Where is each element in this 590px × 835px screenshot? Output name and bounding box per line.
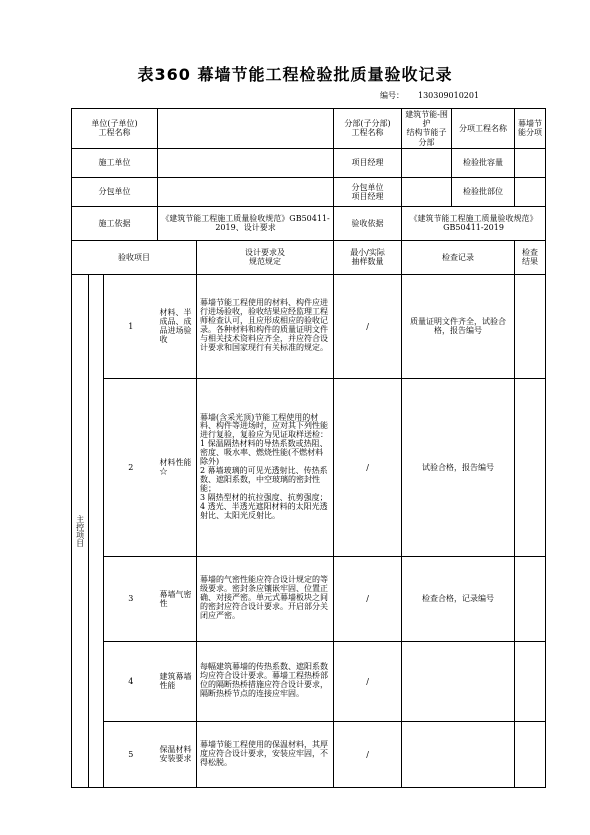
- row-result[interactable]: [515, 556, 546, 641]
- construction-basis-label: 施工依据: [72, 206, 158, 240]
- row-record: [402, 721, 515, 787]
- spacer-cell: [89, 274, 104, 787]
- unit-label: 单位(子单位) 工程名称: [72, 109, 158, 149]
- batch-location-value[interactable]: [515, 177, 546, 206]
- batch-capacity-value[interactable]: [515, 148, 546, 177]
- subcontractor-label: 分包单位: [72, 177, 158, 206]
- row-result[interactable]: [515, 274, 546, 378]
- row-record: 质量证明文件齐全，试验合格，报告编号: [402, 274, 515, 378]
- row-requirement: 每幅建筑幕墙的传热系数、遮阳系数均应符合设计要求。幕墙工程热桥部位的隔断热桥措施应符合设计要求，隔断热桥节点的连接应牢固。: [197, 641, 334, 721]
- col-header-design: 设计要求及 规范规定: [197, 240, 334, 274]
- division-label: 分部(子分部) 工程名称: [334, 109, 402, 149]
- main-control-label: 主控项目: [72, 274, 89, 787]
- table-row: [72, 378, 546, 556]
- row-requirement: 幕墙节能工程使用的保温材料，其厚度应符合设计要求，安装应牢固，不得松脱。: [197, 721, 334, 787]
- row-result[interactable]: [515, 641, 546, 721]
- row-record: 检查合格，记录编号: [402, 556, 515, 641]
- row-item-name: 保温材料安装要求: [158, 721, 197, 787]
- form-number-label: 编号：: [380, 91, 404, 100]
- row-number: 1: [104, 274, 158, 378]
- row-item-name: 建筑幕墙性能: [158, 641, 197, 721]
- batch-capacity-label: 检验批容量: [452, 148, 515, 177]
- construction-basis-value: 《建筑节能工程施工质量验收规范》GB50411-2019、设计要求: [158, 206, 334, 240]
- table-row: [72, 556, 546, 641]
- sub-project-manager-value[interactable]: [402, 177, 452, 206]
- inspection-table: [71, 108, 546, 788]
- row-sample: /: [334, 556, 402, 641]
- row-result[interactable]: [515, 378, 546, 556]
- acceptance-basis-value: 《建筑节能工程施工质量验收规范》GB50411-2019: [402, 206, 546, 240]
- row-requirement: 幕墙的气密性能应符合设计规定的等级要求。密封条应镶嵌牢固、位置正确、对接严密。单元式幕墙板块之间的密封应符合设计要求。开启部分关闭应严密。: [197, 556, 334, 641]
- contractor-label: 施工单位: [72, 148, 158, 177]
- row-requirement: 幕墙(含采光顶)节能工程使用的材料、构件等进场时，应对其下列性能进行复验，复验应为见证取样送检：1 保温隔热材料的导热系数或热阻、密度、吸水率、燃烧性能(不燃材料除外) 2 幕墙玻璃的可见光透射比、传热系数、遮阳系数，中空玻璃的密封性能； 3 隔热型材的抗拉强度、抗剪强度； 4 透光、半透光遮阳材料的太阳光透射比、太阳光反射比。: [197, 378, 334, 556]
- row-item-name: 材料性能☆: [158, 378, 197, 556]
- subcontractor-value[interactable]: [158, 177, 334, 206]
- row-record: [402, 641, 515, 721]
- row-item-name: 幕墙气密性: [158, 556, 197, 641]
- table-row: [72, 274, 546, 378]
- project-manager-label: 项目经理: [334, 148, 402, 177]
- contractor-value[interactable]: [158, 148, 334, 177]
- subitem-value: 幕墙节能分项: [515, 109, 546, 149]
- table-row: [72, 721, 546, 787]
- col-header-items: 验收项目: [72, 240, 197, 274]
- row-number: 4: [104, 641, 158, 721]
- batch-location-label: 检验批部位: [452, 177, 515, 206]
- table-row: [72, 641, 546, 721]
- row-result[interactable]: [515, 721, 546, 787]
- row-requirement: 幕墙节能工程使用的材料、构件应进行进场验收，验收结果应经监理工程师检查认可，且应形成相应的验收记录。各种材料和构件的质量证明文件与相关技术资料应齐全，并应符合设计要求和国家现行有关标准的规定。: [197, 274, 334, 378]
- form-number: [380, 90, 479, 101]
- row-number: 5: [104, 721, 158, 787]
- acceptance-basis-label: 验收依据: [334, 206, 402, 240]
- row-record: 试验合格，报告编号: [402, 378, 515, 556]
- col-header-sample: 最小/实际 抽样数量: [334, 240, 402, 274]
- subitem-label: 分项工程名称: [452, 109, 515, 149]
- row-sample: /: [334, 378, 402, 556]
- division-value: 建筑节能-围护 结构节能子分部: [402, 109, 452, 149]
- col-header-record: 检查记录: [402, 240, 515, 274]
- form-number-value: 130309010201: [418, 91, 480, 100]
- row-item-name: 材料、半成品、成品进场验收: [158, 274, 197, 378]
- row-sample: /: [334, 274, 402, 378]
- row-sample: /: [334, 721, 402, 787]
- col-header-result: 检查 结果: [515, 240, 546, 274]
- unit-value[interactable]: [158, 109, 334, 149]
- row-number: 2: [104, 378, 158, 556]
- page-title: 表360 幕墙节能工程检验批质量验收记录: [137, 65, 453, 84]
- project-manager-value[interactable]: [402, 148, 452, 177]
- row-number: 3: [104, 556, 158, 641]
- sub-project-manager-label: 分包单位 项目经理: [334, 177, 402, 206]
- row-sample: /: [334, 641, 402, 721]
